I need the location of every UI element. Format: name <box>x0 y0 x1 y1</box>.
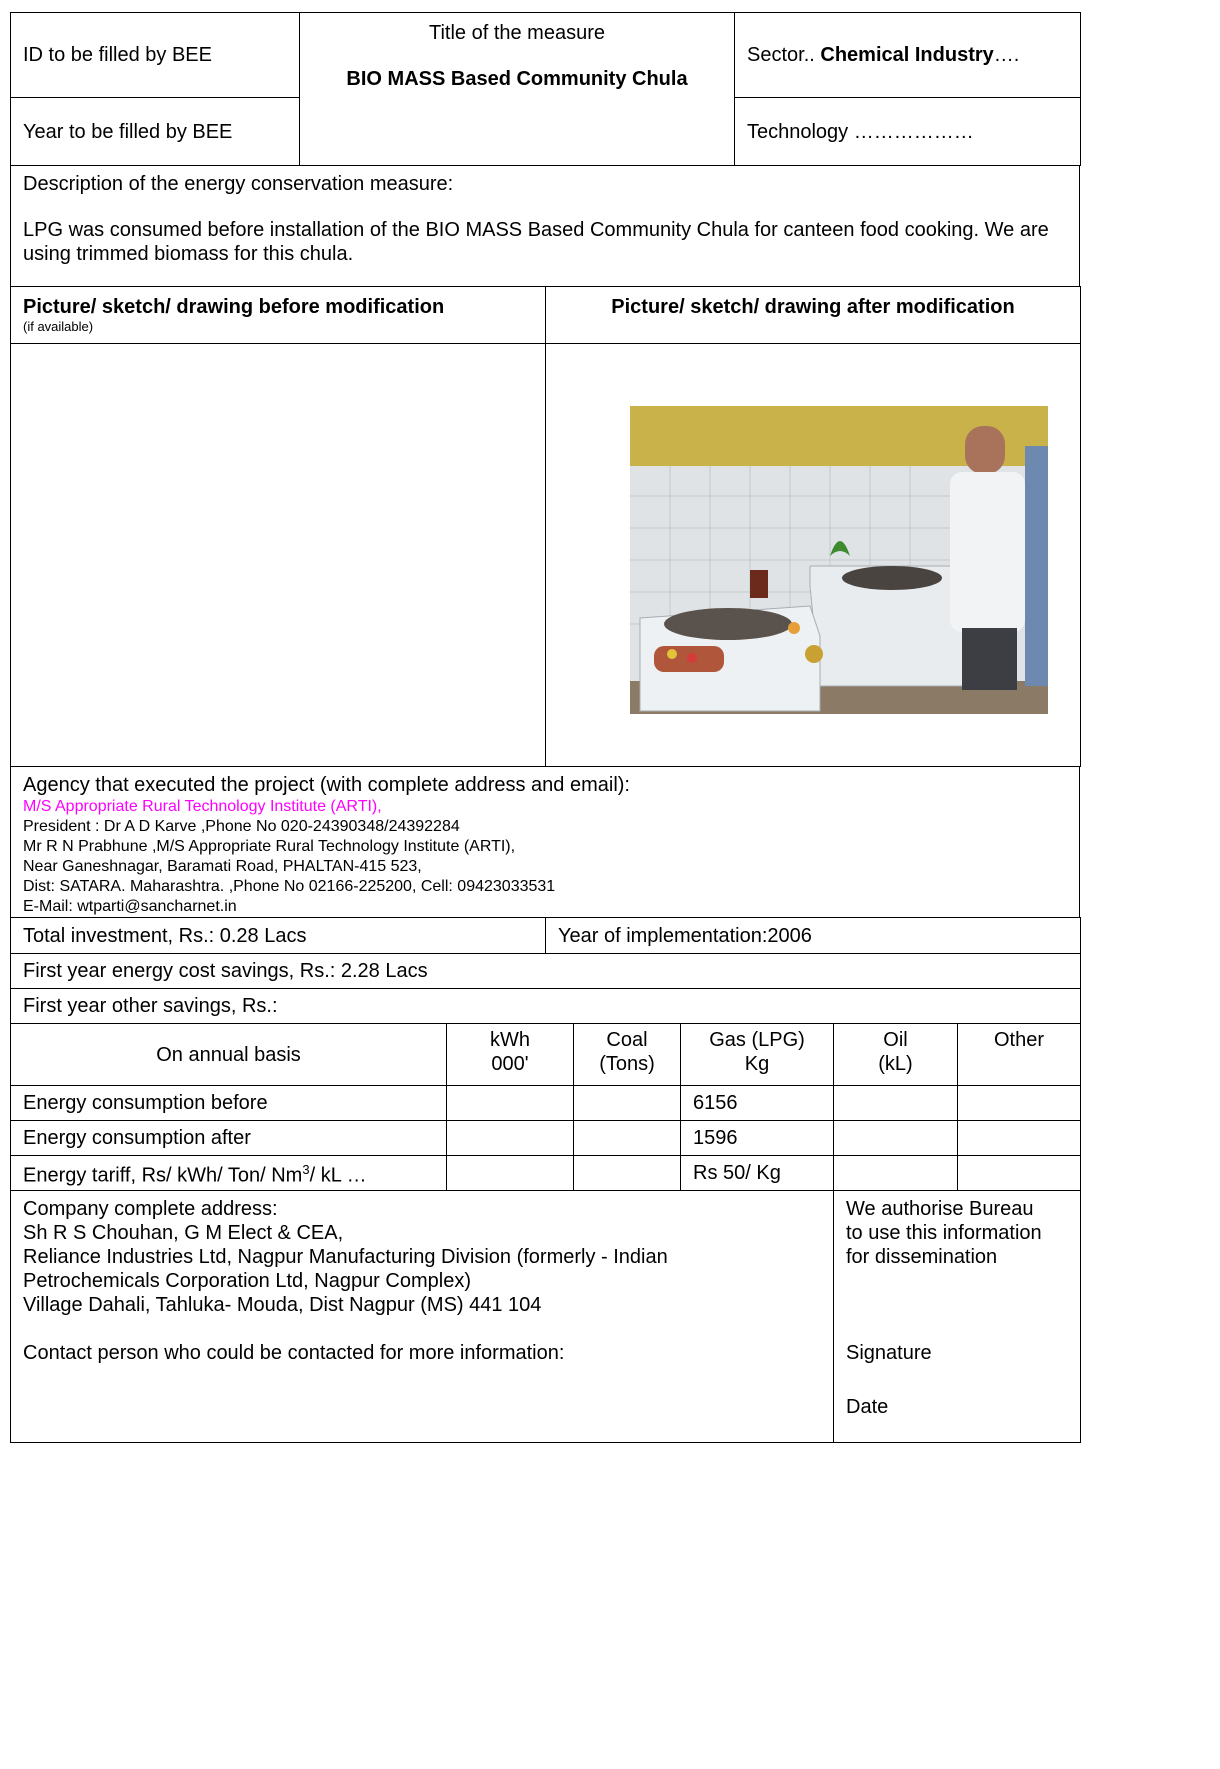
col-header-gas-line2: Kg <box>744 1053 770 1075</box>
cell-kwh-tariff <box>447 1156 574 1191</box>
investment-table <box>10 917 1081 1024</box>
contact-person-label: Contact person who could be contacted for more information: <box>23 1342 565 1364</box>
authorise-line-2: to use this information <box>846 1222 1042 1244</box>
measure-form <box>10 12 1080 1443</box>
authorise-line-3: for dissemination <box>846 1246 998 1268</box>
cell-coal-tariff <box>574 1156 681 1191</box>
col-header-oil-line2: (kL) <box>878 1053 913 1075</box>
sector-prefix: Sector.. <box>747 44 821 66</box>
company-label: Company complete address: <box>23 1198 278 1220</box>
before-note: (if available) <box>23 319 94 334</box>
id-label: ID to be filled by BEE <box>23 44 212 66</box>
tariff-label-b: / kL … <box>309 1164 367 1187</box>
cell-other-tariff <box>958 1156 1081 1191</box>
after-label: Picture/ sketch/ drawing after modification <box>546 287 1081 344</box>
cell-other-after <box>958 1121 1081 1156</box>
description-table <box>10 165 1080 287</box>
other-savings: First year other savings, Rs.: <box>11 989 1081 1024</box>
year-cell <box>11 98 300 166</box>
col-header-basis: On annual basis <box>11 1024 447 1086</box>
col-header-oil <box>834 1024 958 1086</box>
company-line-3: Petrochemicals Corporation Ltd, Nagpur Complex) <box>23 1270 471 1292</box>
cell-coal-before <box>574 1086 681 1121</box>
agency-line-4: Dist: SATARA. Maharashtra. ,Phone No 02166-225200, Cell: 09423033531 <box>23 878 556 895</box>
company-line-2: Reliance Industries Ltd, Nagpur Manufacturing Division (formerly - Indian <box>23 1246 668 1268</box>
description-label: Description of the energy conservation measure: <box>23 173 454 195</box>
company-line-4: Village Dahali, Tahluka- Mouda, Dist Nagpur (MS) 441 104 <box>23 1294 542 1316</box>
col-header-other: Other <box>958 1024 1081 1086</box>
sector-value: Chemical Industry <box>820 44 994 66</box>
technology-cell <box>735 98 1081 166</box>
row-label-before: Energy consumption before <box>11 1086 447 1121</box>
agency-email: E-Mail: wtparti@sancharnet.in <box>23 898 237 915</box>
sector-suffix: …. <box>993 44 1020 66</box>
cell-oil-after <box>834 1121 958 1156</box>
cell-kwh-after <box>447 1121 574 1156</box>
agency-cell <box>11 767 1080 918</box>
row-label-after: Energy consumption after <box>11 1121 447 1156</box>
cell-gas-after: 1596 <box>681 1121 834 1156</box>
tariff-label-sup: 3 <box>302 1162 310 1178</box>
col-header-kwh <box>447 1024 574 1086</box>
sector-cell <box>735 13 1081 98</box>
signature-label: Signature <box>846 1342 932 1364</box>
col-header-coal-line2: (Tons) <box>599 1053 655 1075</box>
title-cell <box>300 13 735 166</box>
header-table <box>10 12 1081 166</box>
before-header-cell <box>11 287 546 344</box>
col-header-kwh-line2: 000' <box>491 1053 529 1075</box>
agency-label: Agency that executed the project (with complete address and email): <box>23 774 630 796</box>
technology-label: Technology ……………… <box>747 120 974 143</box>
description-cell <box>11 166 1080 287</box>
col-header-gas-line1: Gas (LPG) <box>709 1029 805 1051</box>
cell-gas-tariff: Rs 50/ Kg <box>681 1156 834 1191</box>
agency-name: M/S Appropriate Rural Technology Institute (ARTI), <box>23 798 382 815</box>
authorisation-cell <box>834 1191 1081 1443</box>
energy-table <box>10 1023 1081 1191</box>
energy-cost-savings: First year energy cost savings, Rs.: 2.28 Lacs <box>11 954 1081 989</box>
company-line-1: Sh R S Chouhan, G M Elect & CEA, <box>23 1222 344 1244</box>
authorise-line-1: We authorise Bureau <box>846 1198 1034 1220</box>
title-value: BIO MASS Based Community Chula <box>346 68 688 90</box>
year-of-implementation: Year of implementation:2006 <box>546 918 1081 954</box>
agency-line-2: Mr R N Prabhune ,M/S Appropriate Rural Technology Institute (ARTI), <box>23 838 516 855</box>
tariff-label-a: Energy tariff, Rs/ kWh/ Ton/ Nm <box>23 1164 303 1187</box>
cell-kwh-before <box>447 1086 574 1121</box>
cell-other-before <box>958 1086 1081 1121</box>
id-cell <box>11 13 300 98</box>
year-label: Year to be filled by BEE <box>23 120 233 143</box>
chula-photo-graphic <box>630 406 1048 714</box>
agency-table <box>10 766 1080 918</box>
date-label: Date <box>846 1396 889 1418</box>
agency-line-3: Near Ganeshnagar, Baramati Road, PHALTAN-415 523, <box>23 858 422 875</box>
cell-oil-before <box>834 1086 958 1121</box>
col-header-oil-line1: Oil <box>883 1029 908 1051</box>
table-row <box>11 1086 1081 1121</box>
cell-gas-before: 6156 <box>681 1086 834 1121</box>
description-text: LPG was consumed before installation of the BIO MASS Based Community Chula for canteen food cooking. We are using trimmed biomass for this chula. <box>23 219 1049 265</box>
after-picture-cell <box>546 344 1081 767</box>
col-header-coal-line1: Coal <box>606 1029 648 1051</box>
total-investment: Total investment, Rs.: 0.28 Lacs <box>11 918 546 954</box>
col-header-gas <box>681 1024 834 1086</box>
cell-oil-tariff <box>834 1156 958 1191</box>
company-cell <box>11 1191 834 1443</box>
table-row <box>11 1121 1081 1156</box>
company-table <box>10 1190 1081 1443</box>
table-row <box>11 1156 1081 1191</box>
before-label: Picture/ sketch/ drawing before modification <box>23 296 445 318</box>
row-label-tariff <box>11 1156 447 1191</box>
col-header-coal <box>574 1024 681 1086</box>
pictures-table <box>10 286 1081 767</box>
before-picture-cell <box>11 344 546 767</box>
title-label: Title of the measure <box>428 22 605 44</box>
col-header-kwh-line1: kWh <box>490 1029 530 1051</box>
cell-coal-after <box>574 1121 681 1156</box>
chula-photo <box>630 406 1048 714</box>
agency-line-1: President : Dr A D Karve ,Phone No 020-24390348/24392284 <box>23 818 460 835</box>
